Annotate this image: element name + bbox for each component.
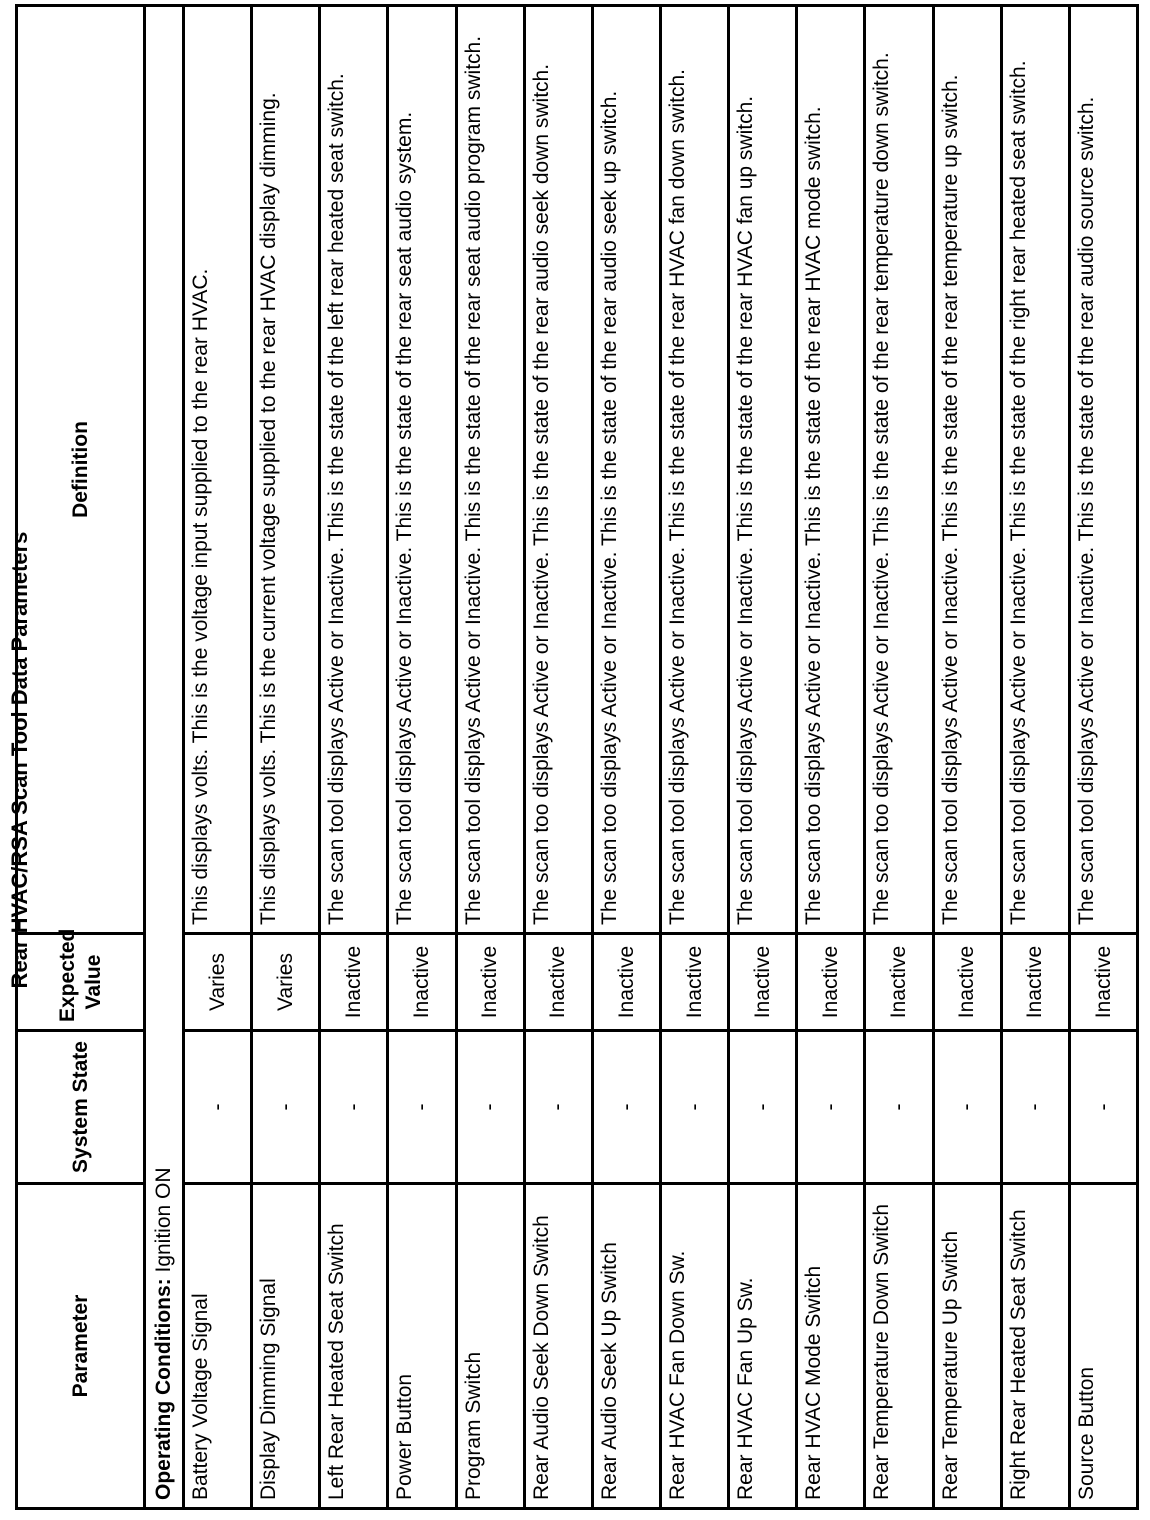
system-state-cell: -: [1069, 1031, 1137, 1184]
table-row: [1069, 6, 1137, 1509]
expected-value-cell: Inactive: [388, 934, 456, 1031]
expected-value-cell: Inactive: [660, 934, 728, 1031]
table-row: [184, 6, 252, 1509]
definition-cell: The scan tool displays Active or Inactive. This is the state of the rear HVAC fan down switch.: [660, 6, 728, 934]
system-state-cell: -: [320, 1031, 388, 1184]
definition-cell: The scan tool displays Active or Inactive. This is the state of the rear seat audio program switch.: [456, 6, 524, 934]
expected-value-cell: Inactive: [1001, 934, 1069, 1031]
definition-cell: The scan tool displays Active or Inactive. This is the state of the rear HVAC fan up switch.: [729, 6, 797, 934]
expected-value-cell: Inactive: [933, 934, 1001, 1031]
parameter-cell: Left Rear Heated Seat Switch: [320, 1184, 388, 1509]
expected-value-cell: Inactive: [797, 934, 865, 1031]
parameters-table: [15, 4, 1139, 1510]
parameter-cell: Battery Voltage Signal: [184, 1184, 252, 1509]
system-state-cell: -: [524, 1031, 592, 1184]
expected-value-cell: Inactive: [456, 934, 524, 1031]
parameter-cell: Rear Audio Seek Down Switch: [524, 1184, 592, 1509]
table-row: [524, 6, 592, 1509]
table-row: [456, 6, 524, 1509]
system-state-cell: -: [592, 1031, 660, 1184]
table-row: [933, 6, 1001, 1509]
operating-conditions-empty: [145, 6, 184, 1031]
expected-value-cell: Inactive: [865, 934, 933, 1031]
expected-value-cell: Inactive: [1069, 934, 1137, 1031]
definition-cell: The scan tool displays Active or Inactive. This is the state of the rear audio source switch.: [1069, 6, 1137, 934]
definition-cell: The scan tool displays Active or Inactive. This is the state of the left rear heated seat switch.: [320, 6, 388, 934]
definition-cell: This displays volts. This is the voltage input supplied to the rear HVAC.: [184, 6, 252, 934]
table-row: [797, 6, 865, 1509]
system-state-cell: -: [252, 1031, 320, 1184]
system-state-cell: -: [660, 1031, 728, 1184]
table-row: [729, 6, 797, 1509]
definition-cell: The scan too displays Active or Inactive. This is the state of the rear audio seek down switch.: [524, 6, 592, 934]
parameter-cell: Rear Temperature Up Switch: [933, 1184, 1001, 1509]
table-row: [592, 6, 660, 1509]
header-row: [17, 6, 145, 1509]
parameter-cell: Power Button: [388, 1184, 456, 1509]
system-state-cell: -: [729, 1031, 797, 1184]
table-row: [660, 6, 728, 1509]
system-state-cell: -: [184, 1031, 252, 1184]
system-state-cell: -: [456, 1031, 524, 1184]
table-row: [1001, 6, 1069, 1509]
table-row: [388, 6, 456, 1509]
table-row: [320, 6, 388, 1509]
operating-conditions-cell: [145, 1031, 184, 1509]
expected-value-cell: Inactive: [320, 934, 388, 1031]
parameter-cell: Right Rear Heated Seat Switch: [1001, 1184, 1069, 1509]
header-definition: Definition: [17, 6, 145, 934]
system-state-cell: -: [865, 1031, 933, 1184]
definition-cell: The scan tool displays Active or Inactive. This is the state of the right rear heated seat switch.: [1001, 6, 1069, 934]
parameter-cell: Rear HVAC Fan Down Sw.: [660, 1184, 728, 1509]
expected-value-cell: Inactive: [524, 934, 592, 1031]
system-state-cell: -: [797, 1031, 865, 1184]
parameter-cell: Program Switch: [456, 1184, 524, 1509]
expected-value-cell: Inactive: [729, 934, 797, 1031]
parameter-cell: Display Dimming Signal: [252, 1184, 320, 1509]
definition-cell: The scan tool displays Active or Inactive. This is the state of the rear temperature up switch.: [933, 6, 1001, 934]
header-system-state: System State: [17, 1031, 145, 1184]
operating-conditions-row: [145, 6, 184, 1509]
definition-cell: The scan too displays Active or Inactive. This is the state of the rear temperature down switch.: [865, 6, 933, 934]
expected-value-cell: Varies: [184, 934, 252, 1031]
parameter-cell: Rear HVAC Fan Up Sw.: [729, 1184, 797, 1509]
definition-cell: The scan too displays Active or Inactive. This is the state of the rear HVAC mode switch.: [797, 6, 865, 934]
system-state-cell: -: [1001, 1031, 1069, 1184]
parameter-cell: Rear HVAC Mode Switch: [797, 1184, 865, 1509]
system-state-cell: -: [388, 1031, 456, 1184]
table-row: [865, 6, 933, 1509]
operating-conditions-label: Operating Conditions:: [152, 1278, 176, 1500]
definition-cell: This displays volts. This is the current voltage supplied to the rear HVAC display dimming.: [252, 6, 320, 934]
parameter-cell: Rear Audio Seek Up Switch: [592, 1184, 660, 1509]
expected-value-cell: Varies: [252, 934, 320, 1031]
header-parameter: Parameter: [17, 1184, 145, 1509]
expected-value-cell: Inactive: [592, 934, 660, 1031]
header-expected-value: Expected Value: [17, 934, 145, 1031]
definition-cell: The scan too displays Active or Inactive. This is the state of the rear audio seek up switch.: [592, 6, 660, 934]
operating-conditions-value: Ignition ON: [152, 1167, 176, 1279]
table-row: [252, 6, 320, 1509]
parameter-cell: Rear Temperature Down Switch: [865, 1184, 933, 1509]
parameter-cell: Source Button: [1069, 1184, 1137, 1509]
system-state-cell: -: [933, 1031, 1001, 1184]
definition-cell: The scan tool displays Active or Inactive. This is the state of the rear seat audio system.: [388, 6, 456, 934]
page-title: Rear HVAC/RSA Scan Tool Data Parameters: [7, 531, 32, 989]
